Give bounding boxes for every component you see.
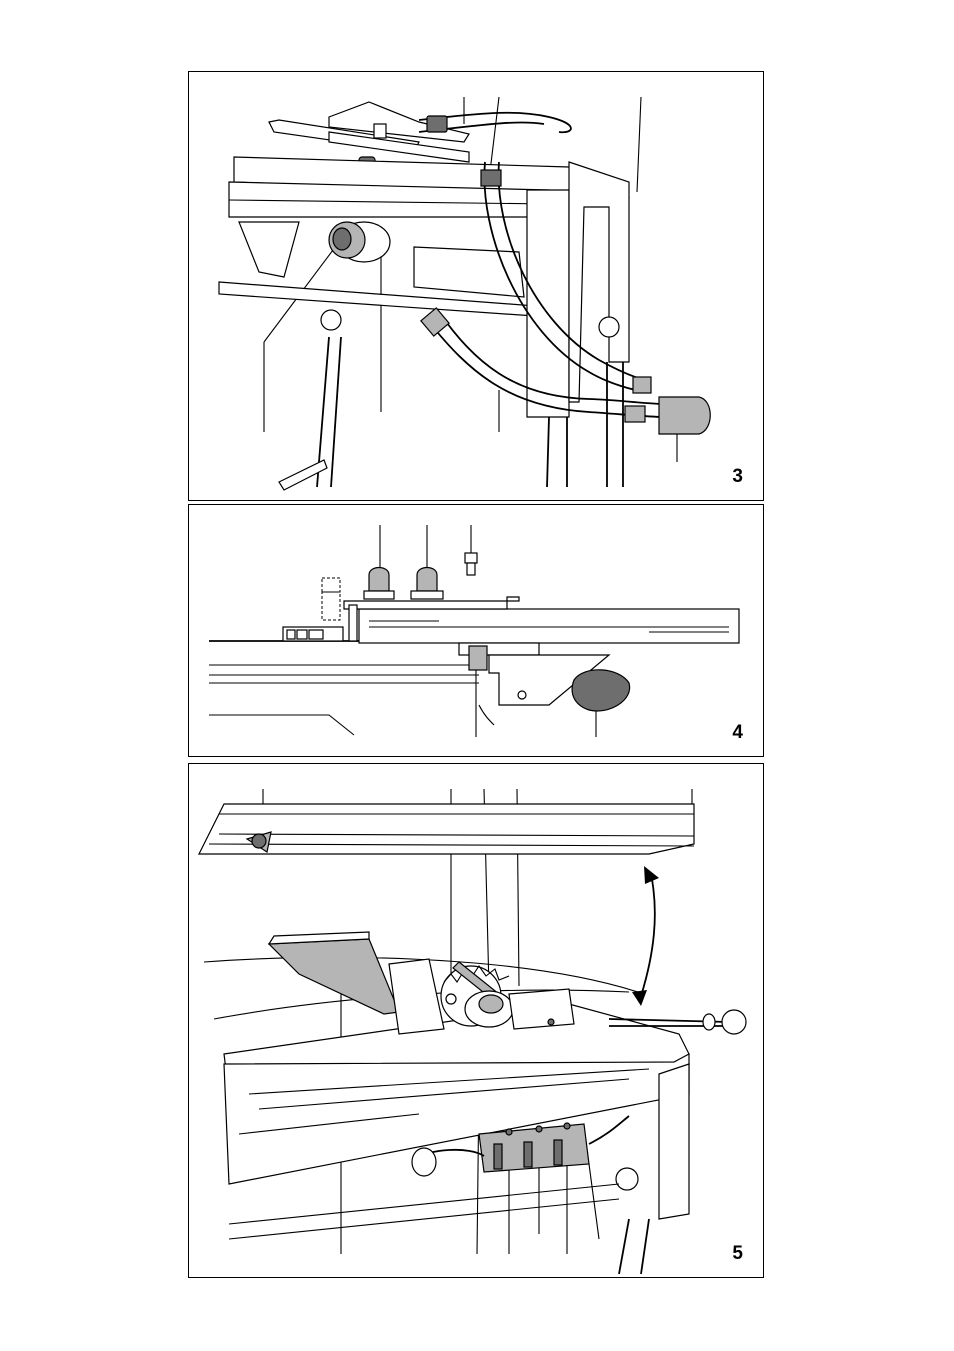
figure-3-number: 3 <box>732 466 743 487</box>
figure-3-panel <box>188 71 764 501</box>
figure-5-illustration <box>189 764 764 1278</box>
figure-5-swing-arrow <box>632 866 659 1006</box>
figure-4-fence-assembly <box>209 553 739 735</box>
figure-4-illustration <box>189 505 764 757</box>
figure-3-table-assembly <box>219 102 629 490</box>
figure-5-table-assembly <box>204 932 746 1274</box>
figure-5-number: 5 <box>732 1243 743 1264</box>
figure-5-side-extension <box>199 804 694 854</box>
figure-4-panel <box>188 504 764 757</box>
figure-4-number: 4 <box>732 722 743 743</box>
figure-3-illustration <box>189 72 764 501</box>
figure-5-panel <box>188 763 764 1278</box>
